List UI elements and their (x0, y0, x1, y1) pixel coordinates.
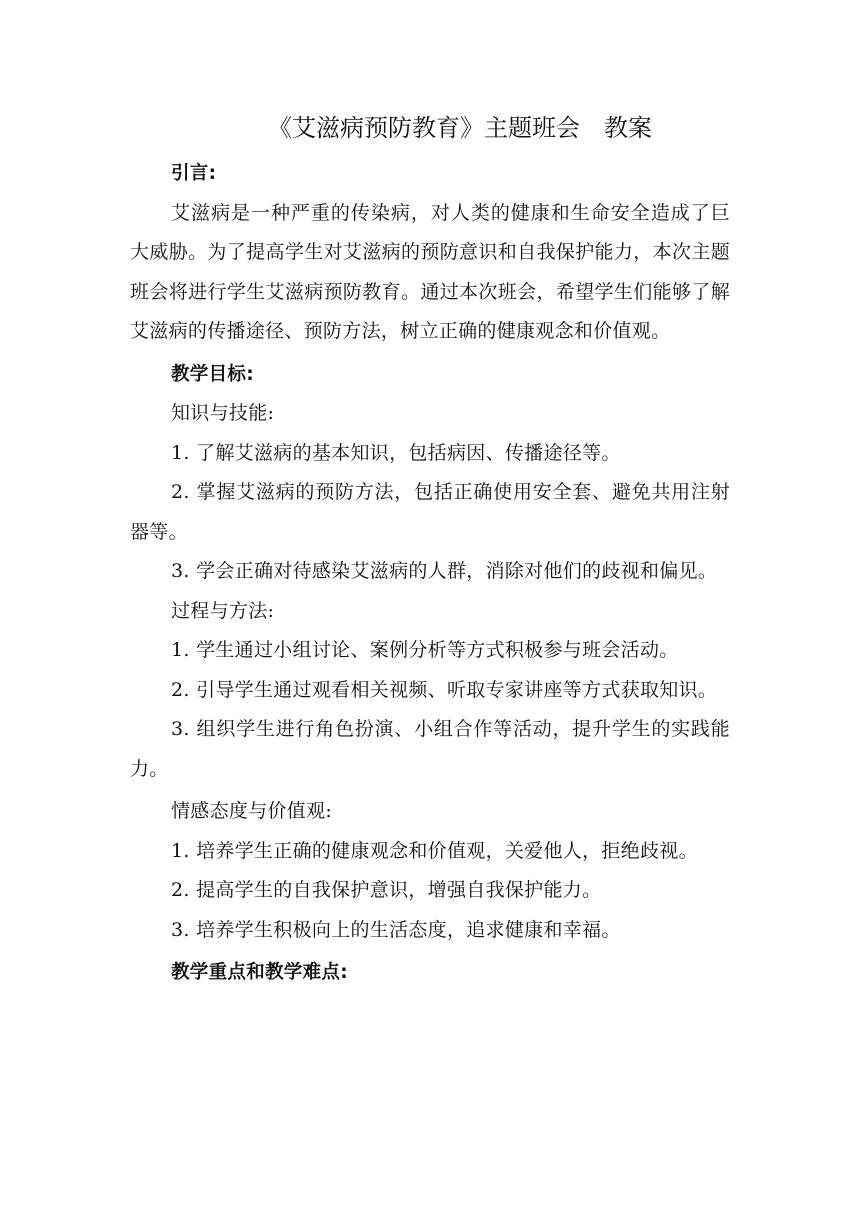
list-item: 1. 学生通过小组讨论、案例分析等方式积极参与班会活动。 (171, 639, 679, 661)
intro-heading: 引言: (171, 163, 217, 184)
list-item: 3. 学会正确对待感染艾滋病的人群，消除对他们的歧视和偏见。 (171, 560, 718, 582)
list-item: 2. 掌握艾滋病的预防方法，包括正确使用安全套、避免共用注射器等。 (130, 481, 730, 543)
objectives-heading: 教学目标: (171, 363, 254, 385)
intro-paragraph: 艾滋病是一种严重的传染病，对人类的健康和生命安全造成了巨大威胁。为了提高学生对艾滋病的预防意识和自我保护能力，本次主题班会将进行学生艾滋病预防教育。通过本次班会，希望学生们能够了解艾滋病的传播途径、预防方法，树立正确的健康观念和价值观。 (130, 201, 730, 342)
list-item: 1. 培养学生正确的健康观念和价值观，关爱他人，拒绝歧视。 (171, 839, 698, 862)
document-title: 《艾滋病预防教育》主题班会 教案 (268, 114, 652, 142)
list-item: 1. 了解艾滋病的基本知识，包括病因、传播途径等。 (171, 441, 621, 464)
key-points-heading: 教学重点和教学难点: (171, 962, 348, 983)
list-item: 2. 引导学生通过观看相关视频、听取专家讲座等方式获取知识。 (171, 678, 718, 701)
list-item: 3. 培养学生积极向上的生活态度，追求健康和幸福。 (171, 918, 621, 941)
process-label: 过程与方法: (171, 599, 275, 622)
knowledge-label: 知识与技能: (171, 402, 275, 424)
list-item: 3. 组织学生进行角色扮演、小组合作等活动，提升学生的实践能力。 (130, 718, 730, 780)
list-item: 2. 提高学生的自我保护意识，增强自我保护能力。 (171, 879, 602, 901)
emotion-label: 情感态度与价值观: (171, 800, 333, 822)
